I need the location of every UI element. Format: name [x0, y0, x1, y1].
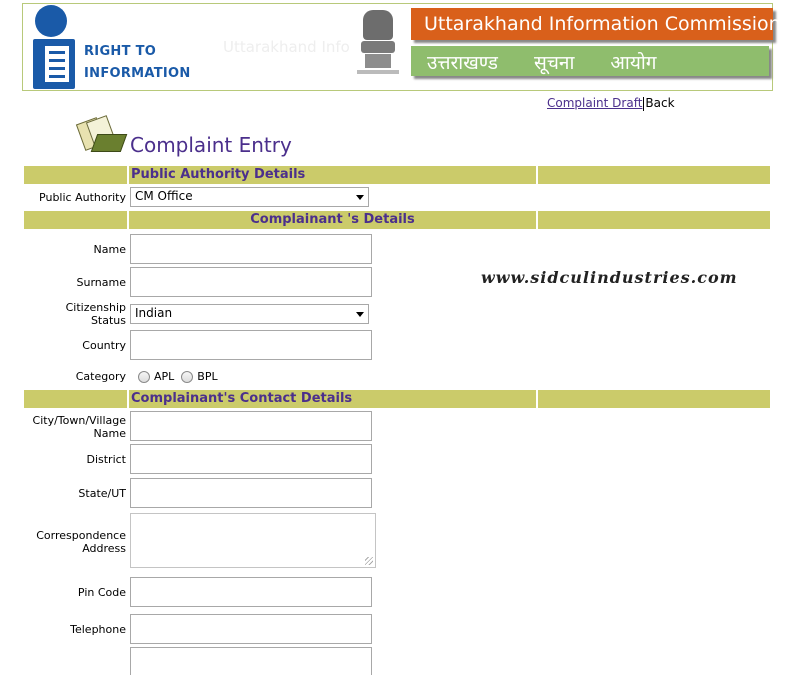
telephone-input[interactable]: [130, 614, 372, 644]
apl-radio[interactable]: [138, 371, 150, 383]
district-label: District: [86, 453, 126, 466]
complaint-documents-icon: [76, 116, 126, 156]
section-public-authority: [24, 166, 770, 184]
state-input[interactable]: [130, 478, 372, 508]
pin-code-label: Pin Code: [77, 586, 126, 599]
section-title: Complainant 's Details: [129, 211, 536, 229]
district-input[interactable]: [130, 444, 372, 474]
watermark-text: www.sidculindustries.com: [481, 268, 738, 287]
address-label: Correspondence Address: [36, 529, 126, 555]
surname-input[interactable]: [130, 267, 372, 297]
page-title: Complaint Entry: [130, 133, 292, 157]
citizenship-label: Citizenship Status: [65, 301, 126, 327]
telephone-label: Telephone: [70, 623, 126, 636]
citizenship-value: Indian: [135, 306, 173, 320]
city-label: City/Town/Village Name: [32, 414, 126, 440]
top-links: [547, 96, 675, 111]
logo-line-1: RIGHT TO: [84, 44, 157, 59]
complaint-draft-link[interactable]: Complaint Draft: [547, 96, 643, 110]
section-title: Complainant's Contact Details: [129, 390, 536, 408]
section-contact: [24, 390, 770, 408]
rti-logo-document-icon: [33, 39, 75, 89]
chevron-down-icon: [356, 312, 364, 317]
rti-logo-head-icon: [35, 5, 67, 37]
state-label: State/UT: [78, 487, 126, 500]
name-input[interactable]: [130, 234, 372, 264]
bpl-radio[interactable]: [181, 371, 193, 383]
national-emblem-icon: [357, 8, 399, 82]
bpl-radio-label: BPL: [197, 370, 218, 383]
apl-radio-label: APL: [154, 370, 175, 383]
address-textarea[interactable]: [130, 513, 376, 568]
back-link[interactable]: Back: [645, 96, 675, 110]
country-input[interactable]: [130, 330, 372, 360]
pin-code-input[interactable]: [130, 577, 372, 607]
ghost-title: Uttarakhand Info: [223, 38, 350, 56]
category-label: Category: [75, 370, 126, 383]
surname-label: Surname: [76, 276, 126, 289]
citizenship-select[interactable]: [130, 304, 369, 324]
section-title: Public Authority Details: [129, 166, 536, 184]
commission-title-hindi: उत्तराखण्ड सूचना आयोग: [411, 46, 769, 76]
public-authority-label: Public Authority: [39, 191, 126, 204]
chevron-down-icon: [356, 195, 364, 200]
public-authority-value: CM Office: [135, 189, 193, 203]
rti-logo: [33, 5, 203, 91]
resize-grip-icon[interactable]: [365, 557, 373, 565]
section-complainant: [24, 211, 770, 229]
commission-title-english: Uttarakhand Information Commission: [411, 8, 773, 40]
category-radio-group: [138, 370, 225, 383]
name-label: Name: [93, 243, 126, 256]
country-label: Country: [82, 339, 126, 352]
city-input[interactable]: [130, 411, 372, 441]
next-field-input[interactable]: [130, 647, 372, 675]
public-authority-select[interactable]: [130, 187, 369, 207]
logo-line-2: INFORMATION: [84, 66, 191, 81]
rti-logo-text: [84, 41, 191, 85]
site-header: [22, 3, 781, 91]
